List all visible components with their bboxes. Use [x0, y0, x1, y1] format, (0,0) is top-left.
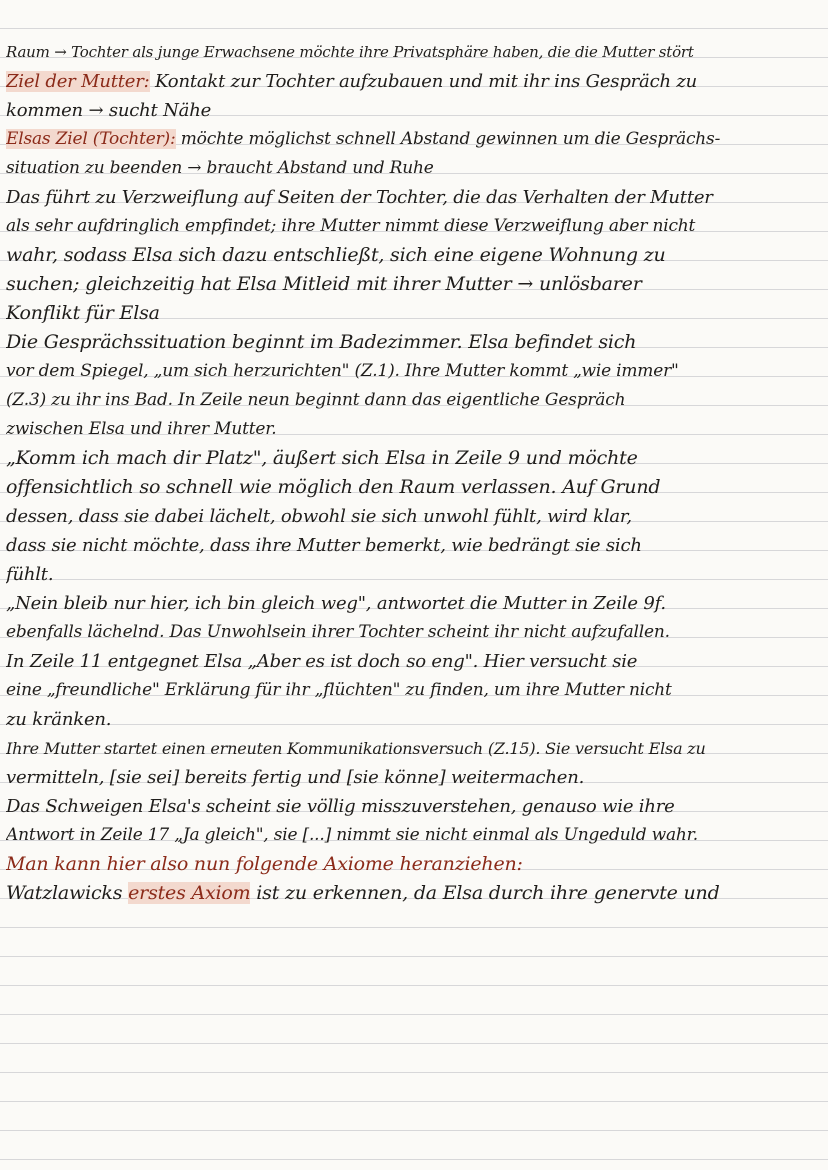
text-line: vor dem Spiegel, „um sich herzurichten" (Z.1). Ihre Mutter kommt „wie immer" [6, 361, 679, 381]
text-line: Die Gesprächssituation beginnt im Badezimmer. Elsa befindet sich [6, 331, 637, 353]
text-line [6, 850, 822, 879]
text-line: In Zeile 11 entgegnet Elsa „Aber es ist doch so eng". Hier versucht sie [6, 651, 638, 672]
text-line: Elsas Ziel (Tochter): möchte möglichst schnell Abstand gewinnen um die Gesprächs- [6, 129, 721, 149]
text-line: Das führt zu Verzweiflung auf Seiten der Tochter, die das Verhalten der Mutter [6, 187, 713, 208]
text-line: fühlt. [6, 564, 54, 585]
text-line: zwischen Elsa und ihrer Mutter. [6, 419, 277, 439]
text-line: zu kränken. [6, 709, 112, 730]
text-line: Das Schweigen Elsa's scheint sie völlig misszuverstehen, genauso wie ihre [6, 796, 675, 817]
text-line: Ihre Mutter startet einen erneuten Kommunikationsversuch (Z.15). Sie versucht Elsa zu [6, 739, 706, 758]
text-line: situation zu beenden → braucht Abstand und Ruhe [6, 158, 434, 178]
text-line: Watzlawicks erstes Axiom ist zu erkennen, da Elsa durch ihre genervte und [6, 882, 720, 904]
highlighted-heading: Elsas Ziel (Tochter): [6, 129, 176, 149]
text-line: wahr, sodass Elsa sich dazu entschließt, sich eine eigene Wohnung zu [6, 244, 666, 266]
handwritten-text [6, 38, 822, 908]
text-line: „Komm ich mach dir Platz", äußert sich Elsa in Zeile 9 und möchte [6, 447, 638, 469]
text-line: „Nein bleib nur hier, ich bin gleich weg", antwortet die Mutter in Zeile 9f. [6, 593, 666, 614]
text-line: als sehr aufdringlich empfindet; ihre Mutter nimmt diese Verzweiflung aber nicht [6, 216, 696, 236]
text-line: dass sie nicht möchte, dass ihre Mutter bemerkt, wie bedrängt sie sich [6, 535, 642, 556]
text-line: dessen, dass sie dabei lächelt, obwohl sie sich unwohl fühlt, wird klar, [6, 506, 632, 527]
text-line: kommen → sucht Nähe [6, 100, 212, 121]
highlighted-term: erstes Axiom [128, 882, 251, 904]
text-line: suchen; gleichzeitig hat Elsa Mitleid mit ihrer Mutter → unlösbarer [6, 273, 642, 295]
text-line: Antwort in Zeile 17 „Ja gleich", sie [...] nimmt sie nicht einmal als Ungeduld wahr. [6, 825, 698, 845]
text-line: eine „freundliche" Erklärung für ihr „flüchten" zu finden, um ihre Mutter nicht [6, 680, 672, 700]
text-line: ebenfalls lächelnd. Das Unwohlsein ihrer Tochter scheint ihr nicht aufzufallen. [6, 622, 670, 642]
highlighted-heading: Ziel der Mutter: [6, 71, 150, 92]
text-line: Ziel der Mutter: Kontakt zur Tochter aufzubauen und mit ihr ins Gespräch zu [6, 71, 698, 92]
text-line: offensichtlich so schnell wie möglich den Raum verlassen. Auf Grund [6, 476, 661, 498]
text-line: Konflikt für Elsa [6, 302, 160, 324]
text-line: vermitteln, [sie sei] bereits fertig und [sie könne] weitermachen. [6, 767, 585, 788]
text-line: (Z.3) zu ihr ins Bad. In Zeile neun beginnt dann das eigentliche Gespräch [6, 390, 626, 410]
axiom-heading: Man kann hier also nun folgende Axiome heranziehen: [6, 853, 523, 875]
text-line: Raum → Tochter als junge Erwachsene möchte ihre Privatsphäre haben, die die Mutter stört [6, 43, 694, 61]
